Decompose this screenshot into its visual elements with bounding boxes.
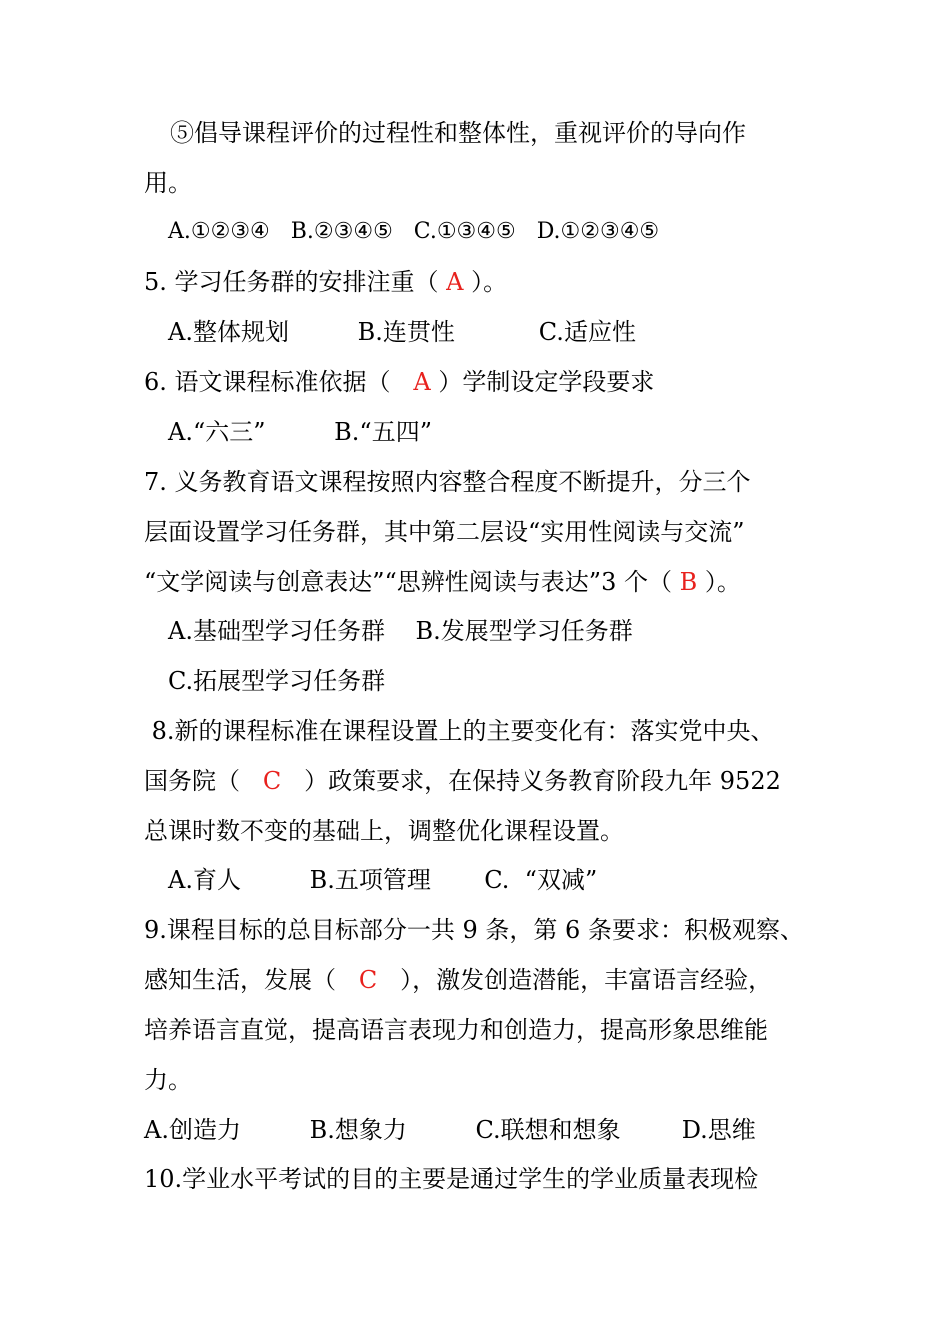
question-text: ）学制设定学段要求 xyxy=(430,368,655,396)
text-line: 9.课程目标的总目标部分一共 9 条，第 6 条要求：积极观察、 xyxy=(144,916,804,944)
question-text: ）。 xyxy=(697,568,741,596)
option-line: A.“六三” B.“五四” xyxy=(168,418,432,446)
option-line: A.整体规划 B.连贯性 C.适应性 xyxy=(168,318,636,346)
question-text: 国务院（ xyxy=(144,767,263,795)
question-text: ），激发创造潜能，丰富语言经验， xyxy=(377,966,773,994)
question-9 xyxy=(144,964,772,996)
option-line: A.创造力 B.想象力 C.联想和想象 D.思维 xyxy=(144,1116,756,1144)
option-line: A.①②③④ B.②③④⑤ C.①③④⑤ D.①②③④⑤ xyxy=(168,219,660,244)
option-line: A.育人 B.五项管理 C. “双减” xyxy=(168,866,598,894)
answer: B xyxy=(679,568,698,596)
text-line: 层面设置学习任务群，其中第二层设“实用性阅读与交流” xyxy=(144,518,745,546)
question-text: 感知生活，发展（ xyxy=(144,966,359,994)
question-6 xyxy=(144,366,654,398)
text-line: 力。 xyxy=(144,1066,192,1094)
text-line: 8.新的课程标准在课程设置上的主要变化有：落实党中央、 xyxy=(144,717,775,745)
text-line: 10.学业水平考试的目的主要是通过学生的学业质量表现检 xyxy=(144,1165,759,1193)
answer: A xyxy=(413,368,431,396)
question-text: 6. 语文课程标准依据（ xyxy=(144,368,414,396)
option-line: C.拓展型学习任务群 xyxy=(168,667,386,695)
question-7 xyxy=(144,566,741,598)
text-line: 总课时数不变的基础上，调整优化课程设置。 xyxy=(144,817,624,845)
option-line: A.基础型学习任务群 B.发展型学习任务群 xyxy=(168,617,633,645)
answer: C xyxy=(358,966,378,994)
question-text: ）。 xyxy=(463,268,508,296)
answer: A xyxy=(446,268,464,296)
question-5 xyxy=(144,266,507,298)
text-line: 培养语言直觉，提高语言表现力和创造力，提高形象思维能 xyxy=(144,1016,768,1044)
question-text: ）政策要求，在保持义务教育阶段九年 9522 xyxy=(281,767,781,795)
question-text: “文学阅读与创意表达”“思辨性阅读与表达”3 个（ xyxy=(144,568,680,596)
text-line: ⑤倡导课程评价的过程性和整体性，重视评价的导向作 xyxy=(170,119,746,147)
text-line: 7. 义务教育语文课程按照内容整合程度不断提升，分三个 xyxy=(144,468,751,496)
answer: C xyxy=(262,767,282,795)
question-8 xyxy=(144,765,781,797)
question-text: 5. 学习任务群的安排注重（ xyxy=(144,268,447,296)
text-line: 用。 xyxy=(144,169,192,197)
